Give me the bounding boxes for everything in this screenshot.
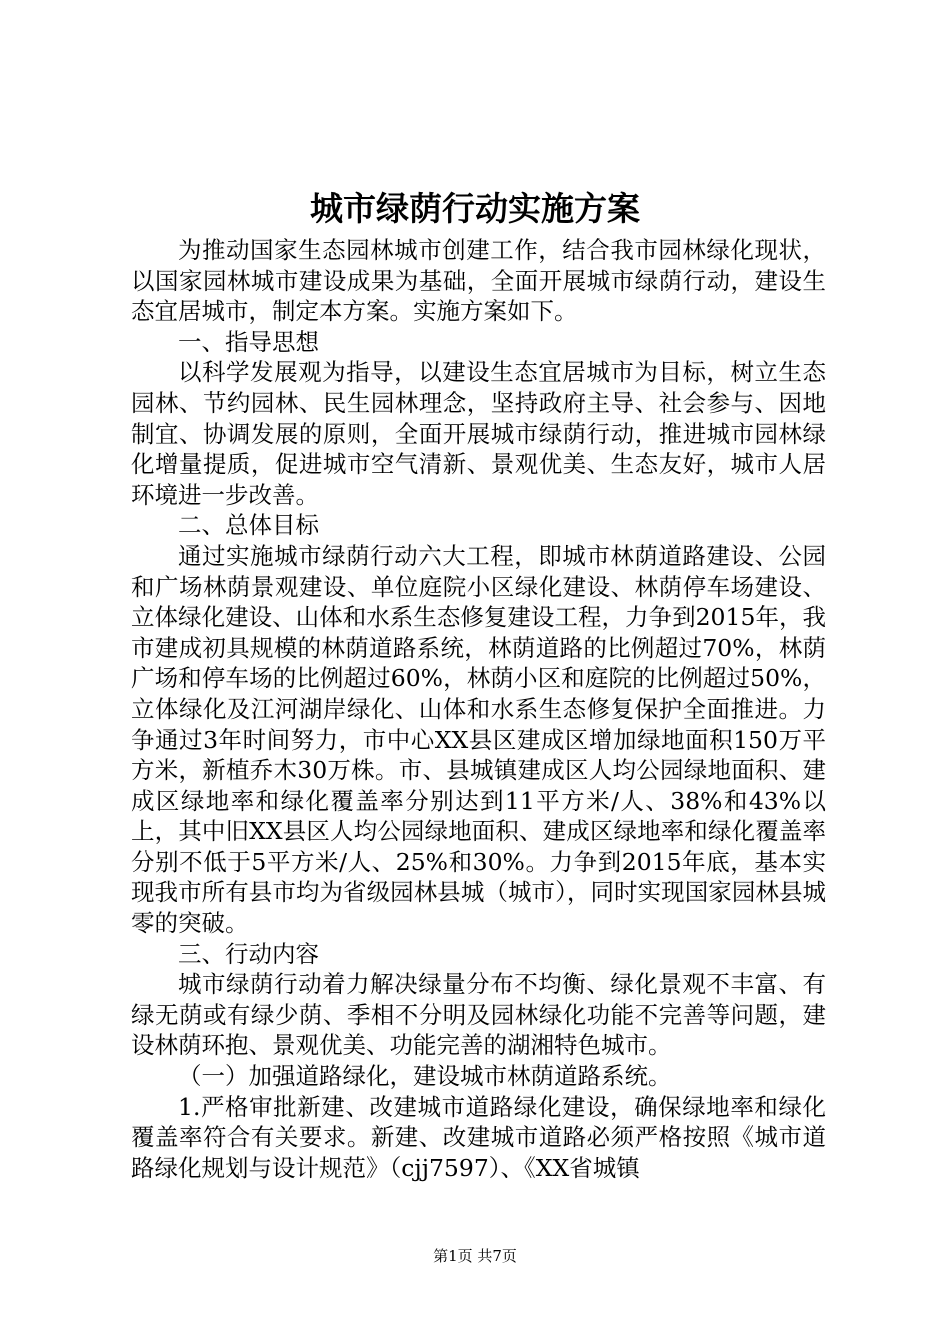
- paragraph-guiding-ideology: 以科学发展观为指导，以建设生态宜居城市为目标，树立生态园林、节约园林、民生园林理念，坚持政府主导、社会参与、因地制宜、协调发展的原则，全面开展城市绿荫行动，推进城市园林绿化增量提质，促进城市空气清新、景观优美、生态友好，城市人居环境进一步改善。: [131, 358, 826, 509]
- paragraph-overall-goals: 通过实施城市绿荫行动六大工程，即城市林荫道路建设、公园和广场林荫景观建设、单位庭院小区绿化建设、林荫停车场建设、立体绿化建设、山体和水系生态修复建设工程，力争到2015年，我市建成初具规模的林荫道路系统，林荫道路的比例超过70%，林荫广场和停车场的比例超过60%，林荫小区和庭院的比例超过50%，立体绿化及江河湖岸绿化、山体和水系生态修复保护全面推进。力争通过3年时间努力，市中心XX县区建成区增加绿地面积150万平方米，新植乔木30万株。市、县城镇建成区人均公园绿地面积、建成区绿地率和绿化覆盖率分别达到11平方米/人、38%和43%以上，其中旧XX县区人均公园绿地面积、建成区绿地率和绿化覆盖率分别不低于5平方米/人、25%和30%。力争到2015年底，基本实现我市所有县市均为省级园林县城（城市），同时实现国家园林县城零的突破。: [131, 541, 826, 938]
- paragraph-intro: 为推动国家生态园林城市创建工作，结合我市园林绿化现状，以国家园林城市建设成果为基础，全面开展城市绿荫行动，建设生态宜居城市，制定本方案。实施方案如下。: [131, 236, 826, 326]
- paragraph-item-1: 1.严格审批新建、改建城市道路绿化建设，确保绿地率和绿化覆盖率符合有关要求。新建、改建城市道路必须严格按照《城市道路绿化规划与设计规范》（cjj7597）、《XX省城镇: [131, 1092, 826, 1182]
- document-body: [131, 235, 826, 1183]
- section-heading-guiding-ideology: 一、指导思想: [178, 327, 319, 356]
- paragraph-action-content: 城市绿荫行动着力解决绿量分布不均衡、绿化景观不丰富、有绿无荫或有绿少荫、季相不分明及园林绿化功能不完善等问题，建设林荫环抱、景观优美、功能完善的湖湘特色城市。: [131, 970, 826, 1060]
- section-heading-action-content: 三、行动内容: [178, 939, 319, 968]
- section-heading-overall-goals: 二、总体目标: [178, 511, 319, 540]
- document-title: 城市绿荫行动实施方案: [310, 189, 640, 228]
- page-footer: 第1页 共7页: [433, 1247, 517, 1265]
- subsection-heading-road-greening: （一）加强道路绿化，建设城市林荫道路系统。: [178, 1062, 672, 1091]
